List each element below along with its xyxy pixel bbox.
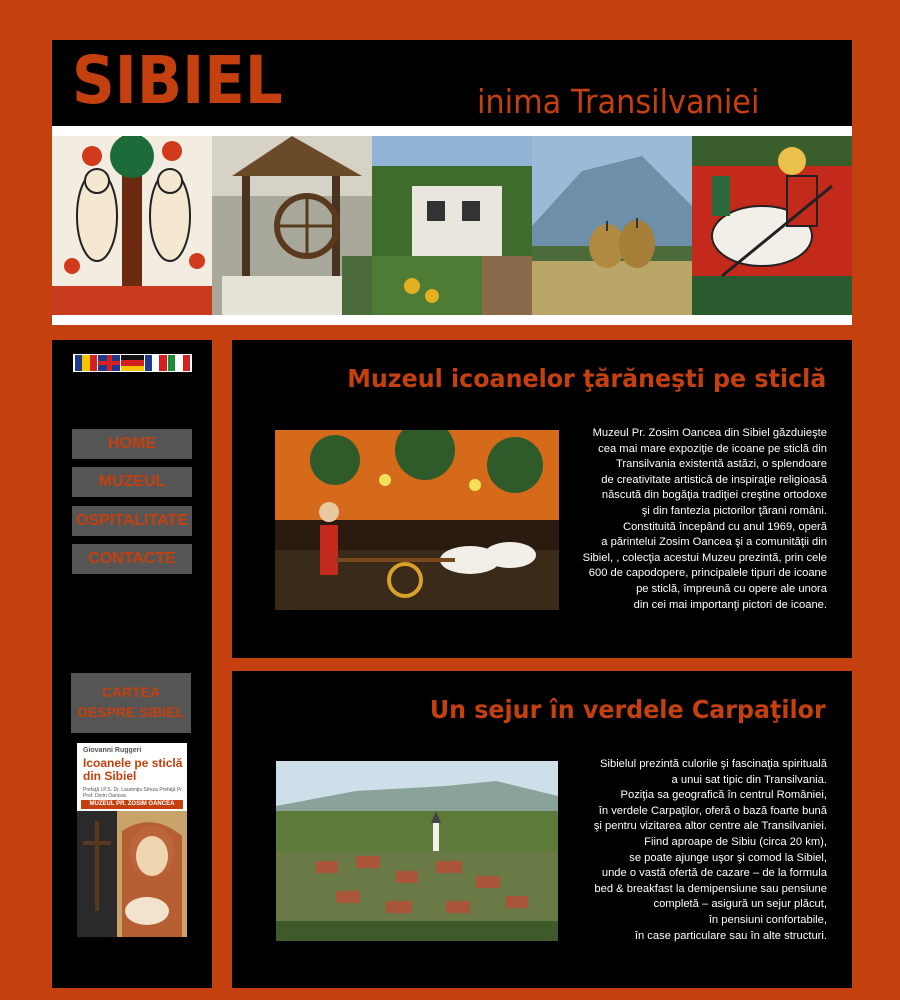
well-photo	[212, 136, 372, 315]
text-line: în verdele Carpaţilor, oferă o bază foarte bună	[598, 804, 827, 817]
it-flag-icon[interactable]	[168, 355, 190, 371]
text-line: Transilvania existentă astăzi, o splendoare	[615, 458, 827, 471]
stay-panel-title: Un sejur în verdele Carpaţilor	[430, 695, 826, 724]
text-line: în pensiuni confortabile,	[708, 913, 827, 926]
book-band: MUZEUL PR. ZOSIM OANCEA	[81, 800, 183, 809]
museum-panel-title: Muzeul icoanelor ţărăneşti pe sticlă	[346, 364, 826, 393]
text-line: în case particulare sau în alte structuri.	[634, 929, 827, 942]
text-line: pe sticlă, împreună cu opere ale unora	[636, 582, 827, 595]
text-line: se poate ajunge uşor şi comod la Sibiel,	[629, 851, 827, 864]
village-house-photo	[372, 136, 532, 315]
text-line: cea mai mare expoziţie de icoane pe sticlă din	[598, 442, 827, 455]
text-line: bed & breakfast la demipensiune sau pensiune	[594, 882, 827, 895]
nav-muzeul-button[interactable]: MUZEUL	[72, 467, 192, 497]
text-line: Sibielul prezintă culorile şi fascinaţia spirituală	[600, 758, 827, 770]
stay-panel-text	[537, 757, 827, 944]
text-line: completă – asigură un sejur plăcut,	[653, 898, 827, 911]
text-line: Constituită începând cu anul 1969, operă	[622, 520, 827, 533]
text-line: a părintelui Zosim Oancea şi a comunităţii din	[601, 536, 827, 549]
book-title: Icoanele pe sticlă din Sibiel	[83, 756, 183, 783]
header	[52, 40, 852, 325]
header-photo-strip	[52, 126, 852, 325]
nav-contacte-button[interactable]: CONTACTE	[72, 544, 192, 574]
fr-flag-icon[interactable]	[145, 355, 167, 371]
museum-panel	[232, 340, 852, 658]
sidebar	[52, 340, 212, 988]
text-line: a unui sat tipic din Transilvania.	[671, 773, 827, 786]
nav-home-button[interactable]: HOME	[72, 429, 192, 459]
book-art-image	[77, 811, 187, 937]
text-line: şi din fantezia pictorilor ţărani români.	[641, 504, 827, 517]
stay-panel	[232, 671, 852, 988]
book-cover[interactable]	[77, 743, 187, 937]
site-title[interactable]: SIBIEL	[72, 42, 283, 119]
text-line: născută din bogăţia tradiţiei creştine ortodoxe	[601, 489, 827, 502]
book-link-line-1: CARTEA	[101, 684, 161, 700]
nav-ospitalitate-button[interactable]: OSPITALITATE	[72, 506, 192, 536]
st-george-icon-image	[692, 136, 852, 315]
adam-eve-icon-image	[52, 136, 212, 315]
book-author: Giovanni Ruggeri	[83, 747, 142, 754]
text-line: şi pentru vizitarea altor centre ale Transilvaniei.	[593, 820, 827, 833]
book-link-button[interactable]	[71, 673, 191, 733]
text-line: unde o vastă ofertă de cazare – de la formula	[601, 867, 827, 880]
text-line: din cei mai importanţi pictori de icoane.	[633, 598, 827, 611]
language-flags	[73, 354, 192, 372]
book-link-line-2: DESPRE SIBIEL	[77, 704, 185, 720]
haystacks-photo	[532, 136, 692, 315]
text-line: Sibiel, , colecţia acestui Muzeu prezintă, prin cele	[582, 551, 827, 564]
text-line: 600 de capodopere, principalele tipuri de icoane	[588, 567, 827, 580]
text-line: Fiind aproape de Sibiu (circa 20 km),	[644, 835, 827, 848]
gb-flag-icon[interactable]	[98, 355, 120, 371]
de-flag-icon[interactable]	[121, 355, 143, 371]
site-tagline: inima Transilvaniei	[477, 82, 760, 121]
museum-panel-text	[537, 426, 827, 613]
text-line: de creativitate artistică de inspiraţie religioasă	[601, 473, 827, 486]
ro-flag-icon[interactable]	[75, 355, 97, 371]
village-panorama-photo	[276, 761, 558, 941]
plowing-icon-image	[275, 430, 559, 610]
text-line: Muzeul Pr. Zosim Oancea din Sibiel găzduieşte	[592, 427, 827, 439]
book-subtitle: Prefaţă I.P.S. Dr. Laurenţiu Streza Prefaţă Pr. Prof. Dorin Oancea	[83, 787, 183, 799]
text-line: Poziţia sa geografică în centrul României,	[620, 789, 827, 802]
